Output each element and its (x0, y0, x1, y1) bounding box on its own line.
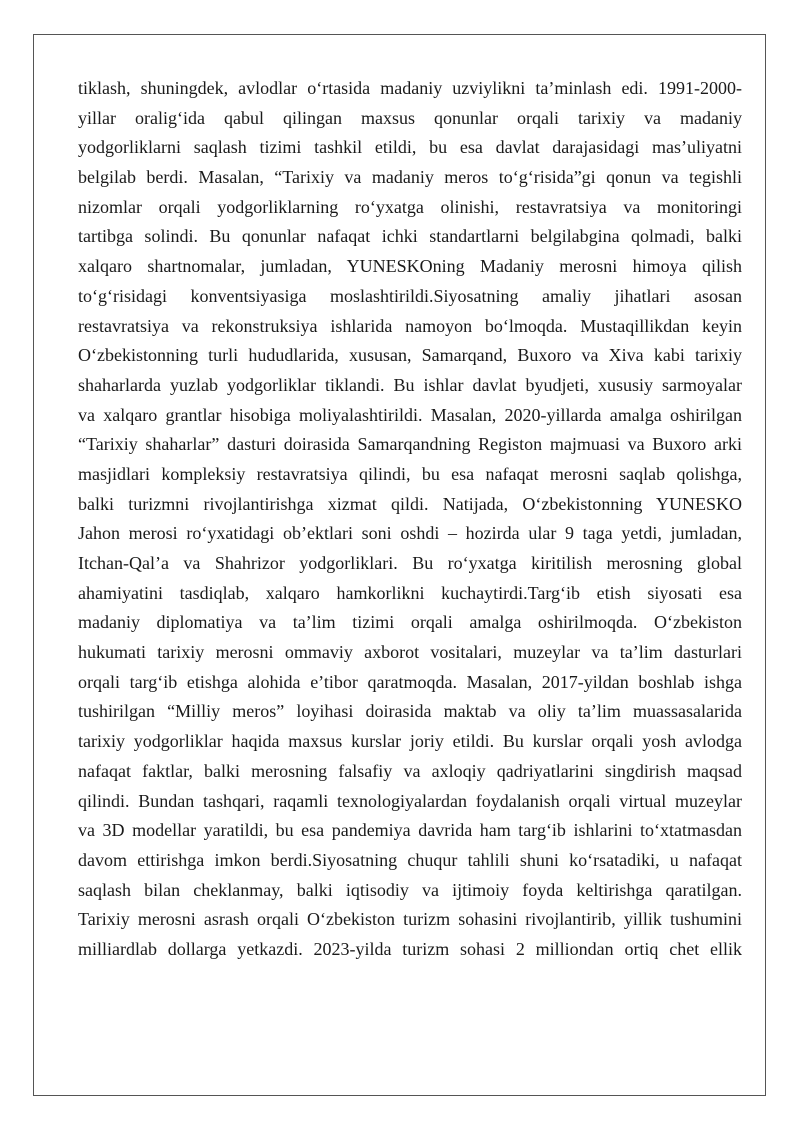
text-line: shaharlarda yuzlab yodgorliklar tiklandi. Bu ishlar davlat byudjeti, xususiy sarmoyalar (78, 374, 742, 395)
text-line: madaniy diplomatiya va ta’lim tizimi orqali amalga oshirilmoqda. O‘zbekiston (78, 612, 742, 633)
text-line: nizomlar orqali yodgorliklarning ro‘yxatga olinishi, restavratsiya va monitoringi (78, 196, 742, 217)
text-line: saqlash bilan cheklanmay, balki iqtisodiy va ijtimoiy foyda keltirishga qaratilgan. (78, 879, 742, 900)
text-line: balki turizmni rivojlantirishga xizmat qildi. Natijada, O‘zbekistonning YUNESKO (78, 493, 742, 514)
text-line: yillar oralig‘ida qabul qilingan maxsus qonunlar orqali tarixiy va madaniy (78, 107, 742, 128)
text-line: tartibga solindi. Bu qonunlar nafaqat ichki standartlarni belgilabgina qolmadi, balki (78, 226, 742, 247)
text-line: O‘zbekistonning turli hududlarida, xususan, Samarqand, Buxoro va Xiva kabi tarixiy (78, 345, 742, 366)
text-line: milliardlab dollarga yetkazdi. 2023-yilda turizm sohasi 2 milliondan ortiq chet ellik (78, 938, 742, 959)
text-line: to‘g‘risidagi konventsiyasiga moslashtirildi.Siyosatning amaliy jihatlari asosan (78, 285, 742, 306)
text-line: orqali targ‘ib etishga alohida e’tibor qaratmoqda. Masalan, 2017-yildan boshlab ishga (78, 671, 742, 692)
document-body (78, 74, 742, 965)
text-line: yodgorliklarni saqlash tizimi tashkil etildi, bu esa davlat darajasidagi mas’uliyatni (78, 137, 742, 158)
text-line: Jahon merosi ro‘yxatidagi ob’ektlari soni oshdi – hozirda ular 9 taga yetdi, jumladan, (78, 523, 742, 544)
text-line: tiklash, shuningdek, avlodlar o‘rtasida madaniy uzviylikni ta’minlash edi. 1991-2000- (78, 78, 742, 98)
text-line: belgilab berdi. Masalan, “Tarixiy va madaniy meros to‘g‘risida”gi qonun va tegishli (78, 167, 742, 188)
text-line: tarixiy yodgorliklar haqida maxsus kurslar joriy etildi. Bu kurslar orqali yosh avlodga (78, 731, 742, 752)
text-line: va xalqaro grantlar hisobiga moliyalashtirildi. Masalan, 2020-yillarda amalga oshirilgan (78, 404, 742, 425)
text-line: “Tarixiy shaharlar” dasturi doirasida Samarqandning Registon majmuasi va Buxoro arki (78, 434, 742, 455)
text-line: Tarixiy merosni asrash orqali O‘zbekiston turizm sohasini rivojlantirib, yillik tushumini (78, 909, 742, 930)
text-line: restavratsiya va rekonstruksiya ishlarida namoyon bo‘lmoqda. Mustaqillikdan keyin (78, 315, 742, 336)
text-line: masjidlari kompleksiy restavratsiya qilindi, bu esa nafaqat merosni saqlab qolishga, (78, 463, 742, 484)
text-line: hukumati tarixiy merosni ommaviy axborot vositalari, muzeylar va ta’lim dasturlari (78, 642, 742, 663)
text-line: nafaqat faktlar, balki merosning falsafiy va axloqiy qadriyatlarini singdirish maqsad (78, 760, 742, 781)
text-line: qilindi. Bundan tashqari, raqamli texnologiyalardan foydalanish orqali virtual muzeylar (78, 790, 742, 811)
text-line: tushirilgan “Milliy meros” loyihasi doirasida maktab va oliy ta’lim muassasalarida (78, 701, 742, 722)
text-line: davom ettirishga imkon berdi.Siyosatning chuqur tahlili shuni ko‘rsatadiki, u nafaqat (78, 849, 742, 870)
text-line: Itchan-Qal’a va Shahrizor yodgorliklari. Bu ro‘yxatga kiritilish merosning global (78, 553, 742, 573)
text-line: ahamiyatini tasdiqlab, xalqaro hamkorlikni kuchaytirdi.Targ‘ib etish siyosati esa (78, 582, 742, 603)
text-line: va 3D modellar yaratildi, bu esa pandemiya davrida ham targ‘ib ishlarini to‘xtatmasdan (78, 820, 742, 841)
text-line: xalqaro shartnomalar, jumladan, YUNESKOning Madaniy merosni himoya qilish (78, 256, 742, 277)
